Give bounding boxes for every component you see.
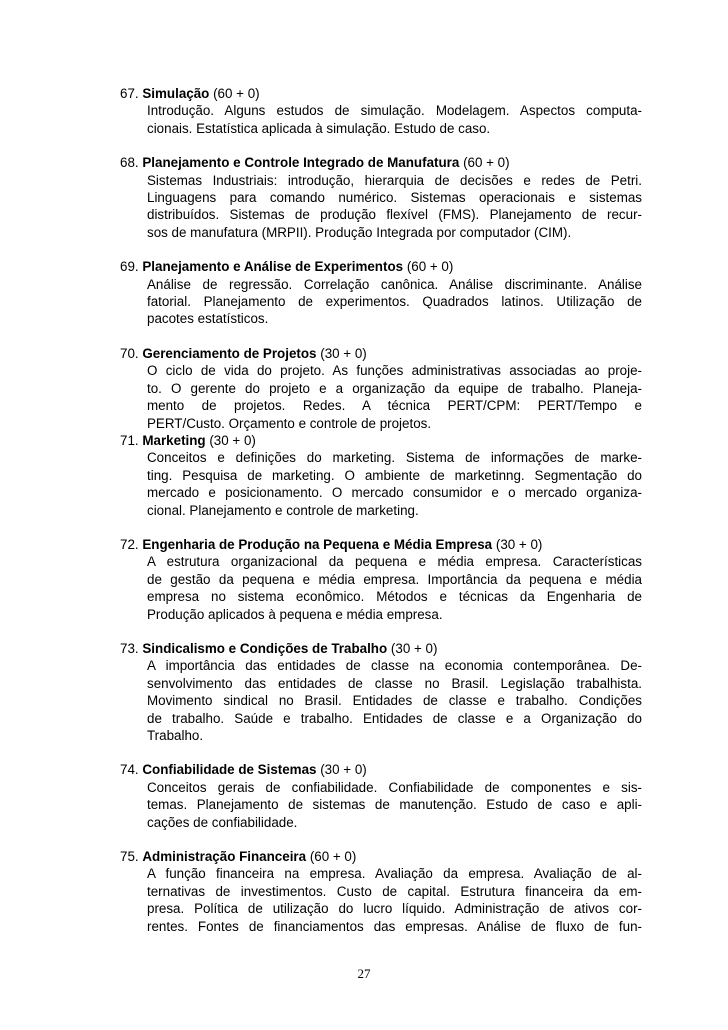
description-line: A importância das entidades de classe na economia contemporânea. De- bbox=[147, 658, 642, 674]
description-line: ternativas de investimentos. Custo de capital. Estrutura financeira da em- bbox=[147, 883, 642, 899]
description-line: de trabalho. Saúde e trabalho. Entidades de classe e a Organização do bbox=[147, 710, 642, 726]
description-line: mercado e posicionamento. O mercado consumidor e o mercado organiza- bbox=[147, 485, 642, 501]
course-description bbox=[147, 779, 642, 831]
course-hours: (60 + 0) bbox=[463, 155, 510, 171]
course-hours: (30 + 0) bbox=[320, 345, 367, 361]
course-heading bbox=[120, 761, 642, 778]
course-description bbox=[147, 276, 642, 328]
course-heading bbox=[120, 85, 642, 102]
course-item bbox=[120, 345, 642, 432]
course-description bbox=[147, 553, 642, 623]
course-description bbox=[147, 172, 642, 242]
course-item bbox=[120, 848, 642, 935]
course-item bbox=[120, 640, 642, 744]
description-line: fatorial. Planejamento de experimentos. Quadrados latinos. Utilização de bbox=[147, 294, 642, 310]
description-line: senvolvimento das entidades de classe no Brasil. Legislação trabalhista. bbox=[147, 675, 642, 691]
course-heading bbox=[120, 536, 642, 553]
course-number: 73. bbox=[120, 640, 139, 656]
course-heading bbox=[120, 258, 642, 275]
course-number: 69. bbox=[120, 259, 139, 275]
course-description bbox=[147, 865, 642, 935]
course-heading bbox=[120, 154, 642, 171]
course-item bbox=[120, 258, 642, 328]
course-number: 75. bbox=[120, 849, 139, 865]
page-number: 27 bbox=[357, 966, 371, 981]
course-item bbox=[120, 85, 642, 137]
course-title: Gerenciamento de Projetos bbox=[142, 345, 317, 361]
description-line: A estrutura organizacional da pequena e média empresa. Características bbox=[147, 554, 642, 570]
description-line: Produção aplicados à pequena e média empresa. bbox=[147, 606, 443, 622]
description-line: Conceitos gerais de confiabilidade. Confiabilidade de componentes e sis- bbox=[147, 779, 642, 795]
course-hours: (60 + 0) bbox=[309, 849, 357, 865]
course-hours: (30 + 0) bbox=[495, 536, 543, 552]
course-hours: (30 + 0) bbox=[390, 640, 438, 656]
course-number: 71. bbox=[120, 432, 139, 448]
description-line: PERT/Custo. Orçamento e controle de projetos. bbox=[147, 415, 432, 431]
description-line: presa. Política de utilização do lucro líquido. Administração de ativos cor- bbox=[147, 901, 642, 917]
description-line: cações de confiabilidade. bbox=[147, 814, 298, 830]
description-line: O ciclo de vida do projeto. As funções administrativas associadas ao proje- bbox=[147, 363, 642, 379]
description-line: Linguagens para comando numérico. Sistemas operacionais e sistemas bbox=[147, 190, 642, 206]
description-line: sos de manufatura (MRPII). Produção Integrada por computador (CIM). bbox=[147, 224, 572, 240]
description-line: to. O gerente do projeto e a organização da equipe de trabalho. Planeja- bbox=[147, 380, 642, 396]
description-line: Introdução. Alguns estudos de simulação. Modelagem. Aspectos computa- bbox=[147, 103, 642, 119]
course-item bbox=[120, 154, 642, 241]
description-line: pacotes estatísticos. bbox=[147, 311, 269, 327]
description-line: A função financeira na empresa. Avaliação da empresa. Avaliação de al- bbox=[147, 866, 642, 882]
course-item bbox=[120, 432, 642, 519]
course-number: 72. bbox=[120, 536, 139, 552]
course-hours: (30 + 0) bbox=[320, 762, 367, 778]
description-line: cionais. Estatística aplicada à simulação. Estudo de caso. bbox=[147, 120, 491, 136]
course-description bbox=[147, 102, 642, 137]
description-line: Conceitos e definições do marketing. Sistema de informações de marke- bbox=[147, 450, 642, 466]
course-number: 67. bbox=[120, 86, 139, 101]
course-list bbox=[120, 85, 642, 935]
description-line: ting. Pesquisa de marketing. O ambiente de marketinng. Segmentação do bbox=[147, 467, 642, 483]
course-description bbox=[147, 449, 642, 519]
course-title: Marketing bbox=[142, 432, 206, 448]
course-number: 74. bbox=[120, 762, 139, 778]
description-line: rentes. Fontes de financiamentos das empresas. Análise de fluxo de fun- bbox=[147, 918, 642, 934]
course-number: 68. bbox=[120, 155, 139, 171]
course-title: Planejamento e Análise de Experimentos bbox=[142, 259, 404, 275]
course-number: 70. bbox=[120, 345, 139, 361]
course-hours: (30 + 0) bbox=[209, 432, 256, 448]
description-line: Trabalho. bbox=[147, 728, 204, 743]
description-line: distribuídos. Sistemas de produção flexível (FMS). Planejamento de recur- bbox=[147, 207, 642, 223]
description-line: temas. Planejamento de sistemas de manutenção. Estudo de caso e apli- bbox=[147, 797, 642, 813]
course-title: Simulação bbox=[142, 86, 210, 101]
course-heading bbox=[120, 432, 642, 449]
description-line: cional. Planejamento e controle de marketing. bbox=[147, 502, 419, 518]
description-line: Movimento sindical no Brasil. Entidades de classe e trabalho. Condições bbox=[147, 693, 642, 709]
course-description bbox=[147, 657, 642, 744]
course-item bbox=[120, 761, 642, 831]
description-line: de gestão da pequena e média empresa. Importância da pequena e média bbox=[147, 571, 642, 587]
course-heading bbox=[120, 848, 642, 865]
course-heading bbox=[120, 345, 642, 362]
course-title: Confiabilidade de Sistemas bbox=[142, 762, 317, 778]
course-title: Administração Financeira bbox=[142, 849, 307, 865]
course-item bbox=[120, 536, 642, 623]
description-line: Sistemas Industriais: introdução, hierarquia de decisões e redes de Petri. bbox=[147, 172, 642, 188]
description-line: empresa no sistema econômico. Métodos e técnicas da Engenharia de bbox=[147, 589, 642, 605]
course-title: Sindicalismo e Condições de Trabalho bbox=[142, 640, 388, 656]
course-description bbox=[147, 362, 642, 432]
course-heading bbox=[120, 640, 642, 657]
description-line: mento de projetos. Redes. A técnica PERT/CPM: PERT/Tempo e bbox=[147, 398, 642, 414]
course-hours: (60 + 0) bbox=[213, 86, 260, 101]
description-line: Análise de regressão. Correlação canônica. Análise discriminante. Análise bbox=[147, 276, 642, 292]
course-title: Planejamento e Controle Integrado de Manufatura bbox=[142, 155, 460, 171]
course-title: Engenharia de Produção na Pequena e Média Empresa bbox=[142, 536, 493, 552]
course-hours: (60 + 0) bbox=[406, 259, 454, 275]
